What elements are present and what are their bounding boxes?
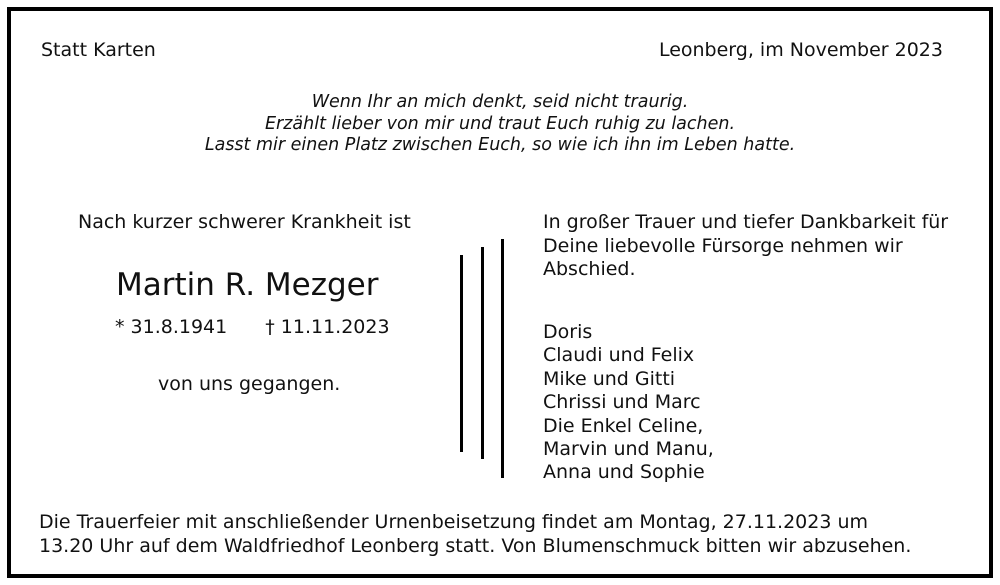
message-line: Abschied.	[543, 258, 636, 280]
mourner-name: Marvin und Manu,	[543, 438, 714, 461]
divider-line	[481, 247, 484, 459]
message-line: In großer Trauer und tiefer Dankbarkeit für	[543, 211, 949, 233]
message-line: Deine liebevolle Fürsorge nehmen wir	[543, 234, 903, 257]
mourner-name: Chrissi und Marc	[543, 391, 701, 414]
poem-line: Lasst mir einen Platz zwischen Euch, so wie ich ihn im Leben hatte.	[204, 135, 796, 155]
heading-statt-karten: Statt Karten	[41, 39, 156, 61]
funeral-notice	[39, 511, 911, 558]
poem-line: Erzählt lieber von mir und traut Euch ruhig zu lachen.	[264, 113, 736, 134]
birth-date: * 31.8.1941	[115, 316, 228, 338]
intro-text: Nach kurzer schwerer Krankheit ist	[78, 211, 411, 233]
life-dates	[115, 316, 390, 338]
deceased-name: Martin R. Mezger	[116, 267, 379, 303]
place-date: Leonberg, im November 2023	[658, 39, 943, 61]
mourner-name: Mike und Gitti	[543, 367, 676, 390]
mourner-names	[543, 321, 714, 485]
poem-line: Wenn Ihr an mich denkt, seid nicht traurig.	[311, 92, 689, 112]
mourner-name: Die Enkel Celine,	[543, 414, 704, 437]
notice-line: Die Trauerfeier mit anschließender Urnenbeisetzung findet am Montag, 27.11.2023 um	[39, 511, 869, 533]
mourner-name: Anna und Sophie	[543, 461, 705, 484]
mourner-name: Claudi und Felix	[543, 344, 695, 367]
obituary-card	[7, 7, 993, 578]
divider-line	[501, 239, 504, 478]
divider-line	[460, 255, 463, 452]
closing-text: von uns gegangen.	[158, 373, 341, 395]
poem	[11, 92, 989, 157]
notice-line: 13.20 Uhr auf dem Waldfriedhof Leonberg statt. Von Blumenschmuck bitten wir abzusehen.	[39, 534, 912, 557]
mourner-name: Doris	[543, 321, 593, 343]
mourning-message	[543, 211, 948, 282]
death-date: † 11.11.2023	[265, 316, 390, 338]
